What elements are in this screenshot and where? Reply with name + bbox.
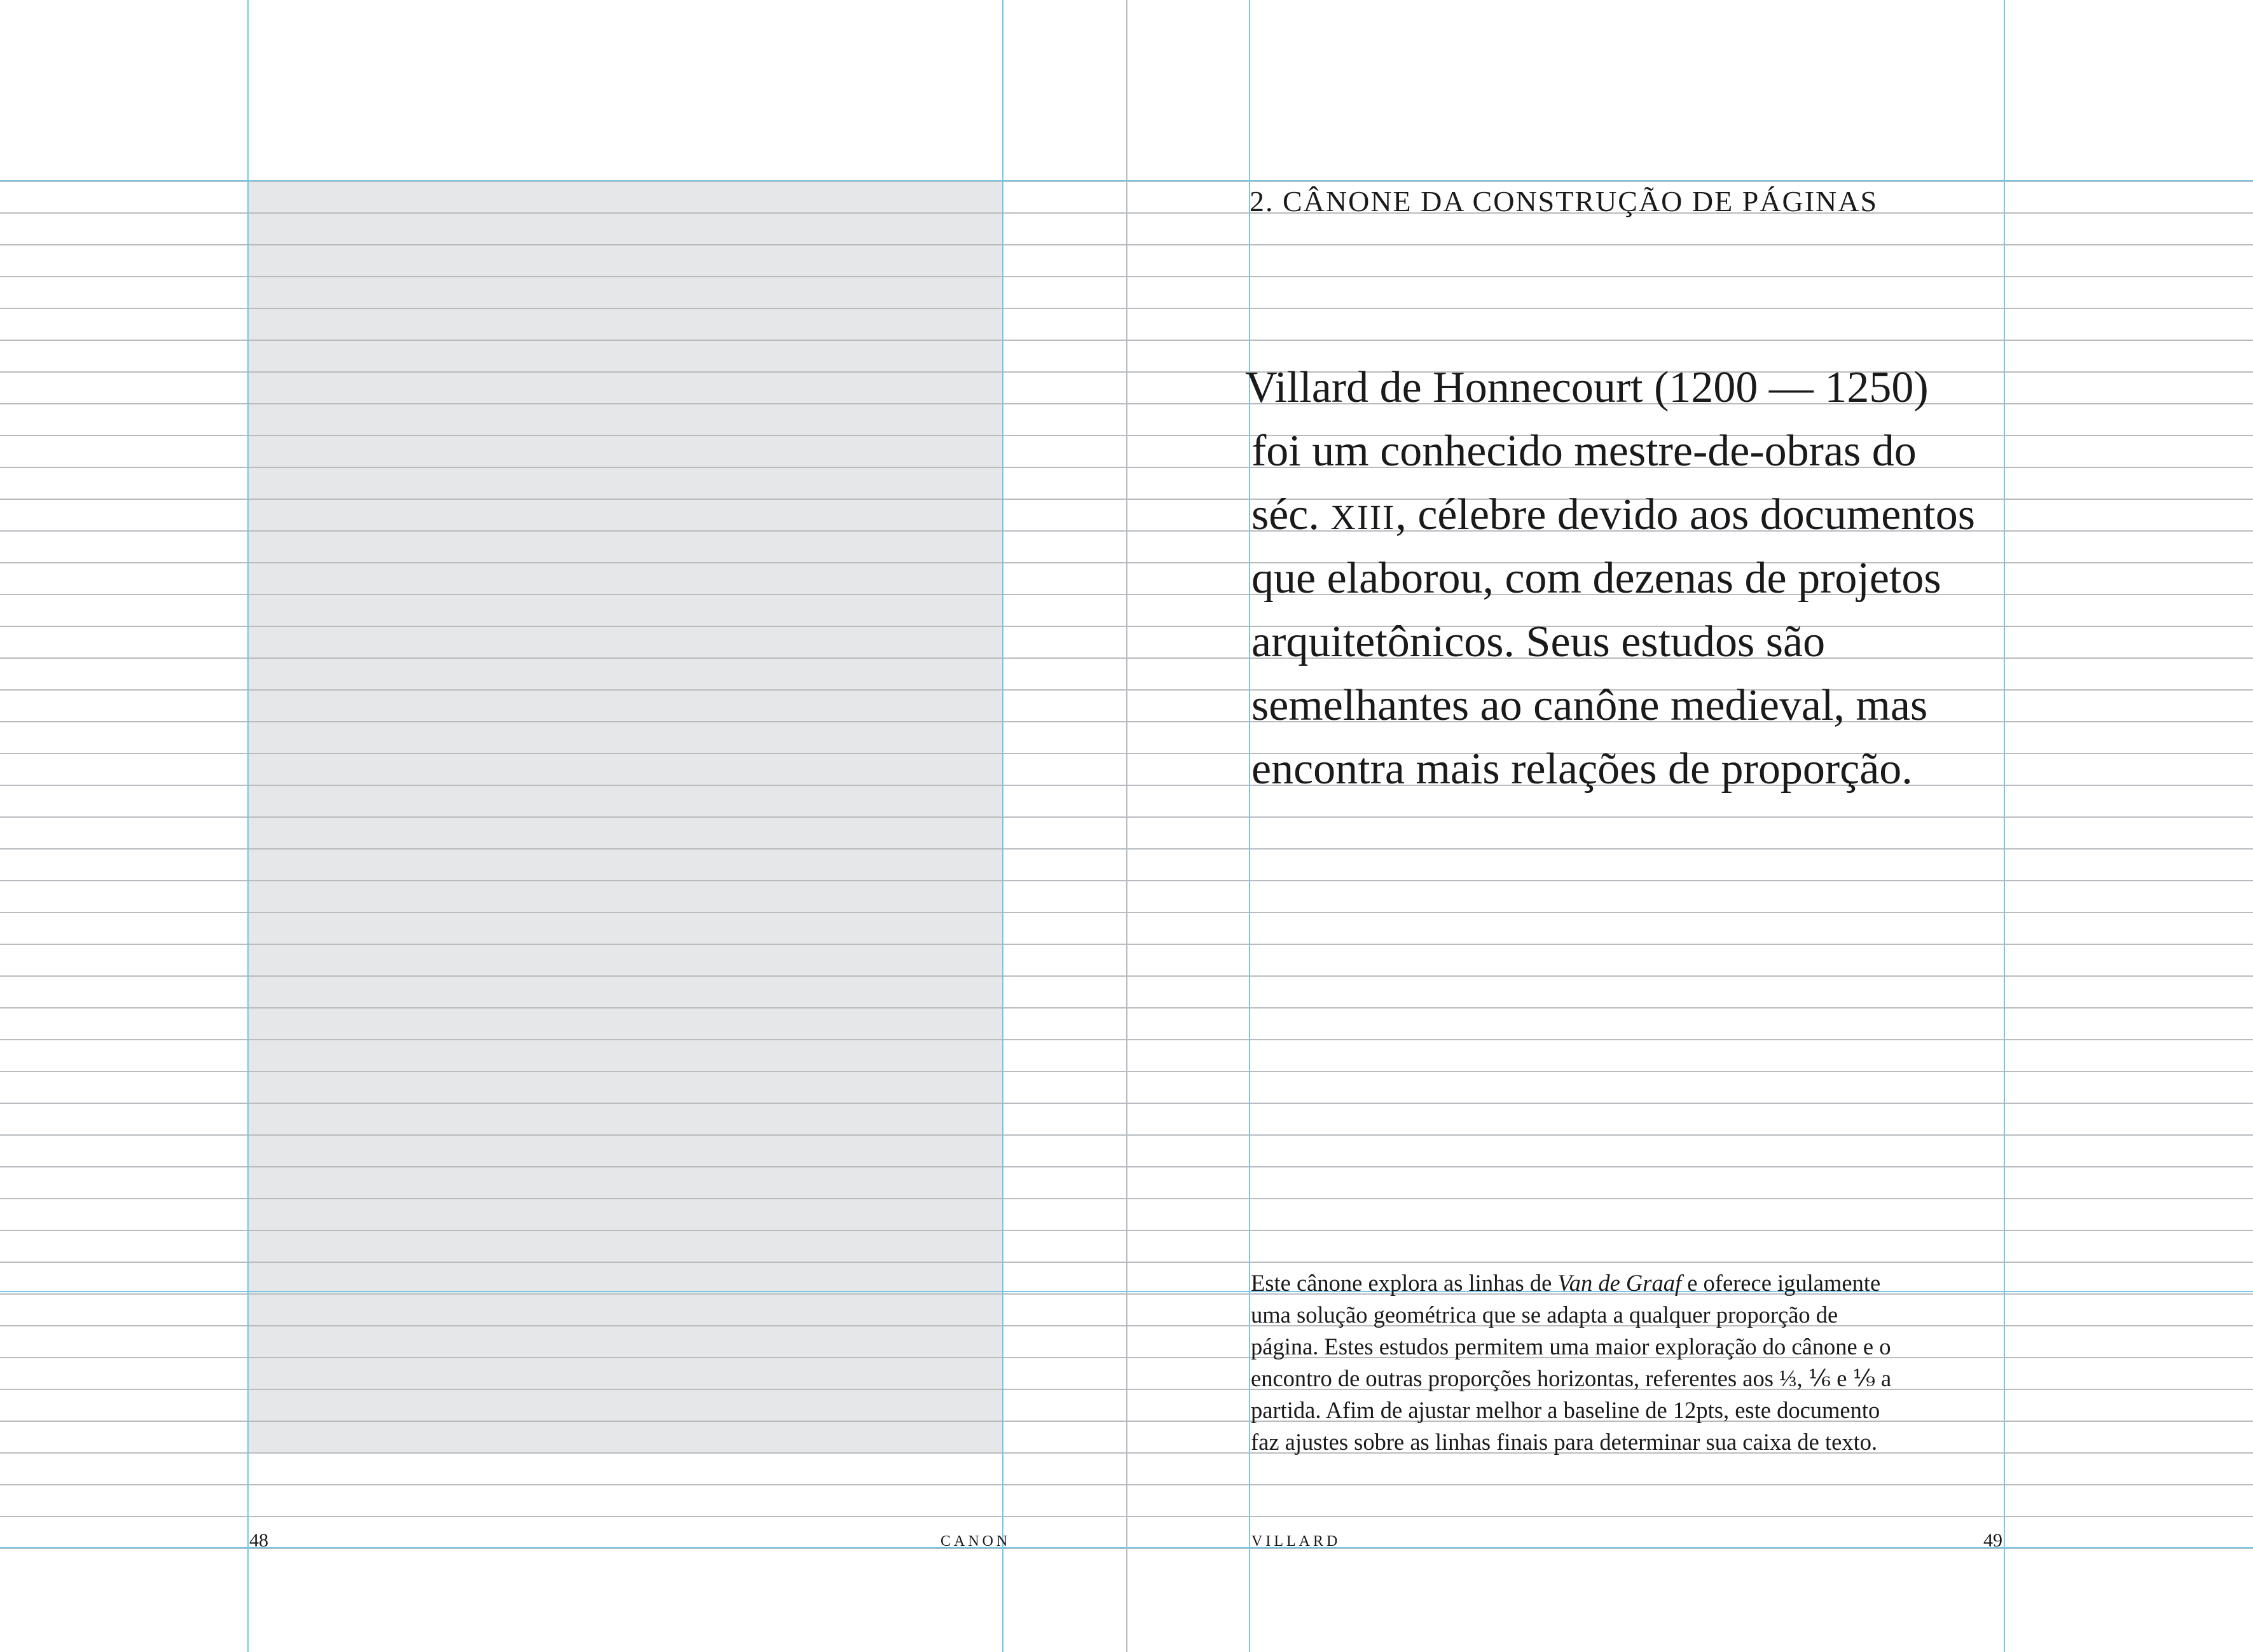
right-page-inner-margin-guide xyxy=(1249,0,1250,1652)
left-page-outer-margin-guide xyxy=(247,0,249,1652)
body-line: partida. Afim de ajustar melhor a baseline de 12pts, este documento xyxy=(1251,1397,1880,1423)
intro-line: semelhantes ao canône medieval, mas xyxy=(1251,681,1928,730)
left-page-number: 48 xyxy=(249,1530,268,1551)
intro-line: foi um conhecido mestre-de-obras do xyxy=(1251,427,1917,476)
intro-line: encontra mais relações de proporção. xyxy=(1251,745,1913,794)
date-range: 1200 — 1250 xyxy=(1669,363,1914,412)
body-paragraph xyxy=(1251,1267,2014,1458)
body-line: Este cânone explora as linhas de Van de Graaf e oferece igulamente xyxy=(1251,1270,1881,1296)
left-running-head: CANON xyxy=(940,1533,1011,1550)
top-margin-guide xyxy=(0,180,2253,181)
intro-line: Villard de Honnecourt (1200 — 1250) xyxy=(1245,363,1929,412)
intro-paragraph xyxy=(1245,356,2008,801)
right-page-number: 49 xyxy=(1983,1530,2002,1551)
body-line: faz ajustes sobre as linhas finais para determinar sua caixa de texto. xyxy=(1251,1429,1878,1455)
intro-line: arquitetônicos. Seus estudos são xyxy=(1251,617,1826,666)
italic-term: Van de Graaf xyxy=(1557,1270,1682,1296)
left-page-inner-margin-guide xyxy=(1002,0,1003,1652)
body-line: uma solução geométrica que se adapta a qualquer proporção de xyxy=(1251,1302,1838,1328)
body-line: página. Estes estudos permitem uma maior exploração do cânone e o xyxy=(1251,1333,1891,1359)
chapter-heading: 2. CÂNONE DA CONSTRUÇÃO DE PÁGINAS xyxy=(1250,185,1878,217)
bottom-margin-guide xyxy=(0,1547,2253,1548)
body-line: encontro de outras proporções horizontas, referentes aos ⅓, ⅙ e ⅑ a xyxy=(1251,1365,1892,1391)
right-running-head: VILLARD xyxy=(1251,1533,1341,1550)
intro-line: que elaborou, com dezenas de projetos xyxy=(1251,554,1941,603)
spine-fold-line xyxy=(1126,0,1127,1652)
roman-numeral-century: XIII xyxy=(1330,498,1396,537)
intro-line: séc. XIII, célebre devido aos documentos xyxy=(1251,490,1975,539)
